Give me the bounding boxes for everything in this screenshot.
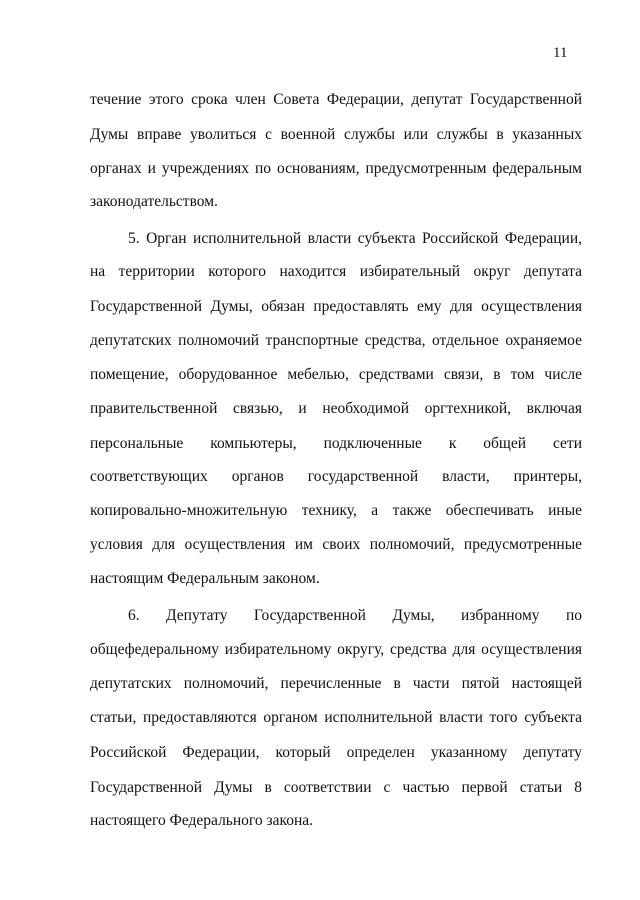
text-line: на территории которого находится избирательный округ депутата — [90, 263, 582, 280]
text-line: настоящим Федеральным законом. — [90, 570, 320, 587]
text-line: Государственной Думы в соответствии с частью первой статьи 8 — [90, 779, 582, 796]
text-line: персональные компьютеры, подключенные к общей сети — [90, 435, 582, 452]
text-line: правительственной связью, и необходимой оргтехникой, включая — [90, 400, 582, 417]
text-line: 6. Депутату Государственной Думы, избранному по — [128, 607, 582, 624]
text-line: течение этого срока член Совета Федерации, депутат Государственной — [90, 91, 582, 108]
text-line: соответствующих органов государственной власти, принтеры, — [90, 468, 582, 485]
text-line: органах и учреждениях по основаниям, предусмотренным федеральным — [90, 160, 582, 177]
text-line: Государственной Думы, обязан предоставлять ему для осуществления — [90, 298, 582, 315]
text-line: депутатских полномочий транспортные средства, отдельное охраняемое — [90, 332, 582, 349]
text-line: статьи, предоставляются органом исполнительной власти того субъекта — [90, 709, 582, 726]
page-number: 11 — [553, 45, 568, 61]
text-line: 5. Орган исполнительной власти субъекта Российской Федерации, — [128, 230, 582, 247]
text-line: помещение, оборудованное мебелью, средствами связи, в том числе — [90, 366, 582, 383]
text-line: общефедеральному избирательному округу, средства для осуществления — [90, 641, 582, 658]
text-line: копировально-множительную технику, а также обеспечивать иные — [90, 502, 582, 519]
text-line: настоящего Федерального закона. — [90, 812, 314, 829]
text-line: условия для осуществления им своих полномочий, предусмотренные — [90, 536, 582, 553]
text-line: Российской Федерации, который определен указанному депутату — [90, 744, 582, 761]
text-line: депутатских полномочий, перечисленные в части пятой настоящей — [90, 675, 582, 692]
text-line: законодательством. — [90, 193, 218, 210]
text-line: Думы вправе уволиться с военной службы или службы в указанных — [90, 126, 582, 143]
